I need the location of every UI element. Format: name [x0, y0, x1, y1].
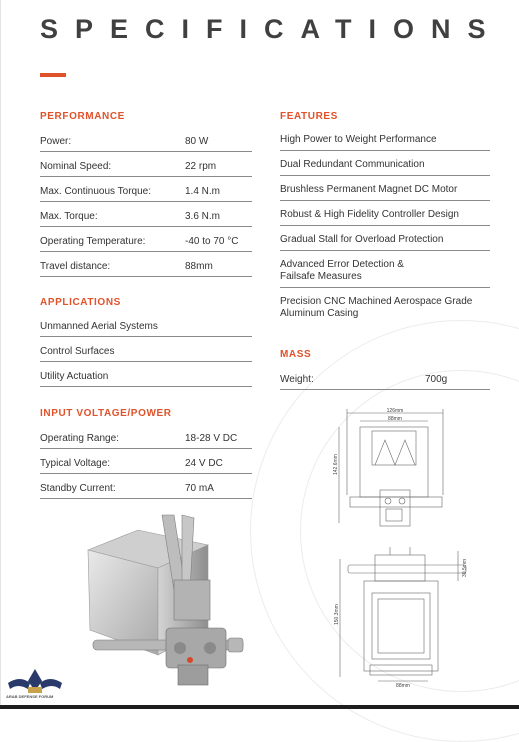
dim-top-height: 142.6mm — [333, 454, 339, 475]
dim-side-width: 88mm — [396, 683, 410, 689]
performance-row-value: 22 rpm — [185, 161, 217, 172]
feature-text — [280, 178, 490, 200]
feature-text-line: Precision CNC Machined Aerospace Grade — [280, 296, 473, 307]
performance-row — [40, 176, 252, 202]
input-power-row — [40, 448, 252, 474]
feature-text — [280, 128, 490, 150]
performance-row-label: Operating Temperature: — [40, 236, 146, 247]
input-power-row-value: 70 mA — [185, 483, 214, 494]
performance-row-label: Travel distance: — [40, 261, 111, 272]
feature-text-line: Advanced Error Detection & — [280, 259, 404, 270]
input-power-row-label: Operating Range: — [40, 433, 119, 444]
input-power-row — [40, 423, 252, 449]
input-power-row-value: 18-28 V DC — [185, 433, 238, 444]
mass-value: 700g — [425, 374, 448, 385]
application-item-label: Utility Actuation — [40, 371, 109, 382]
feature-item — [280, 203, 490, 226]
feature-text-line: Gradual Stall for Overload Protection — [280, 234, 444, 245]
performance-row — [40, 251, 252, 277]
feature-text-line: Aluminum Casing — [280, 308, 359, 319]
feature-text-line: High Power to Weight Performance — [280, 134, 437, 145]
actuator-product-image — [78, 510, 308, 690]
input-power-row-label: Typical Voltage: — [40, 458, 111, 469]
dim-side-offset: 30.5mm — [462, 558, 468, 577]
performance-row-label: Max. Continuous Torque: — [40, 186, 151, 197]
dim-side-height: 150.3mm — [334, 604, 340, 625]
feature-text-line: Failsafe Measures — [280, 271, 362, 282]
feature-text-line: Robust & High Fidelity Controller Design — [280, 209, 459, 220]
mass-heading: MASS — [280, 349, 312, 360]
application-item-label: Control Surfaces — [40, 346, 115, 357]
dim-top-outer: 126mm — [386, 408, 404, 414]
feature-item — [280, 128, 490, 151]
bottom-bar — [0, 705, 519, 709]
performance-row-value: -40 to 70 °C — [185, 236, 239, 247]
performance-row — [40, 126, 252, 152]
features-heading: FEATURES — [280, 111, 338, 122]
performance-row-label: Max. Torque: — [40, 211, 98, 222]
performance-row-value: 80 W — [185, 136, 209, 147]
input-power-row-value: 24 V DC — [185, 458, 223, 469]
feature-item — [280, 228, 490, 251]
performance-row-value: 88mm — [185, 261, 213, 272]
watermark-logo — [0, 665, 70, 709]
performance-row-value: 1.4 N.m — [185, 186, 221, 197]
performance-row — [40, 201, 252, 227]
watermark-logo-text: ARAB DEFENSE FORUM — [6, 694, 54, 699]
title-accent-bar — [40, 73, 66, 77]
feature-item — [280, 290, 490, 324]
page-title: SPECIFICATIONS — [40, 14, 503, 44]
feature-item — [280, 178, 490, 201]
application-item — [40, 361, 252, 387]
feature-item — [280, 253, 490, 288]
mass-row — [280, 364, 490, 390]
applications-heading: APPLICATIONS — [40, 297, 121, 308]
input-power-heading: INPUT VOLTAGE/POWER — [40, 408, 172, 419]
side-view-drawing — [330, 545, 480, 690]
top-view-drawing — [330, 405, 460, 530]
feature-text — [280, 290, 490, 324]
input-power-row — [40, 473, 252, 499]
input-power-row-label: Standby Current: — [40, 483, 116, 494]
feature-text-line: Brushless Permanent Magnet DC Motor — [280, 184, 458, 195]
feature-text — [280, 203, 490, 225]
feature-text — [280, 153, 490, 175]
performance-row-label: Power: — [40, 136, 72, 147]
left-edge-line — [0, 0, 1, 709]
performance-row-label: Nominal Speed: — [40, 161, 112, 172]
application-item-label: Unmanned Aerial Systems — [40, 321, 158, 332]
application-item — [40, 311, 252, 337]
feature-item — [280, 153, 490, 176]
feature-text — [280, 253, 490, 287]
feature-text — [280, 228, 490, 250]
performance-heading: PERFORMANCE — [40, 111, 125, 122]
performance-row — [40, 151, 252, 177]
feature-text-line: Dual Redundant Communication — [280, 159, 425, 170]
performance-row — [40, 226, 252, 252]
performance-row-value: 3.6 N.m — [185, 211, 221, 222]
application-item — [40, 336, 252, 362]
mass-label: Weight: — [280, 374, 314, 385]
dim-top-inner: 88mm — [388, 416, 402, 422]
